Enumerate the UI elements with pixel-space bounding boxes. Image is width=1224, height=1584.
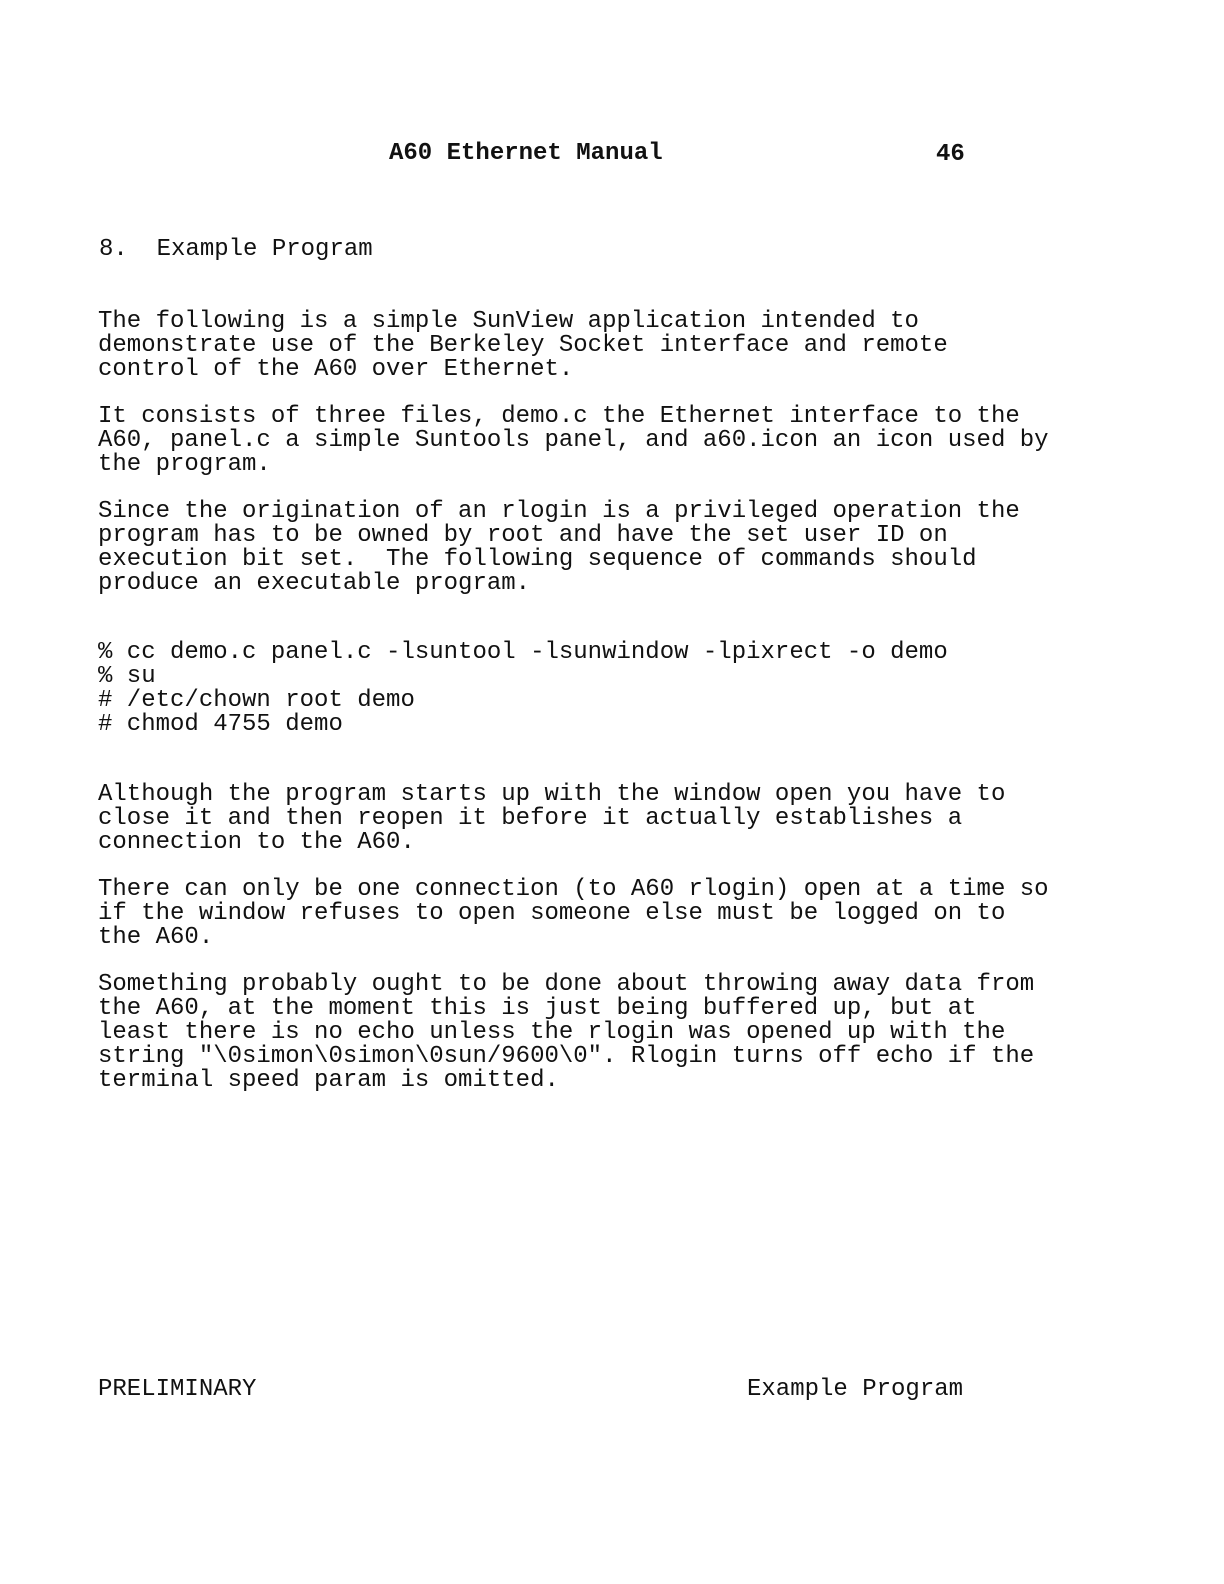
paragraph-files: It consists of three files, demo.c the Ethernet interface to the A60, panel.c a simple Suntools panel, and a60.icon an icon used by the program. bbox=[98, 403, 1049, 478]
section-heading: 8. Example Program bbox=[99, 236, 373, 263]
footer-status: PRELIMINARY bbox=[98, 1376, 257, 1403]
footer-section-name: Example Program bbox=[747, 1376, 964, 1403]
paragraph-privileges: Since the origination of an rlogin is a privileged operation the program has to be owned by root and have the set user ID on execution bit set. The following sequence of commands should produce an executable program. bbox=[98, 498, 1020, 597]
running-header-title: A60 Ethernet Manual bbox=[389, 140, 663, 167]
paragraph-window-startup: Although the program starts up with the window open you have to close it and then reopen it before it actually establishes a connection to the A60. bbox=[98, 781, 1006, 856]
paragraph-echo-note: Something probably ought to be done about throwing away data from the A60, at the moment this is just being buffered up, but at least there is no echo unless the rlogin was opened up with the string "\0simon\0simon\0sun/9600\0". Rlogin turns off echo if the terminal speed param is omitted. bbox=[98, 971, 1035, 1094]
command-code-block: % cc demo.c panel.c -lsuntool -lsunwindow -lpixrect -o demo % su # /etc/chown root demo # chmod 4755 demo bbox=[98, 639, 948, 738]
paragraph-intro: The following is a simple SunView application intended to demonstrate use of the Berkeley Socket interface and remote control of the A60 over Ethernet. bbox=[98, 308, 948, 383]
page-number: 46 bbox=[936, 141, 965, 168]
paragraph-single-connection: There can only be one connection (to A60 rlogin) open at a time so if the window refuses to open someone else must be logged on to the A60. bbox=[98, 876, 1049, 951]
